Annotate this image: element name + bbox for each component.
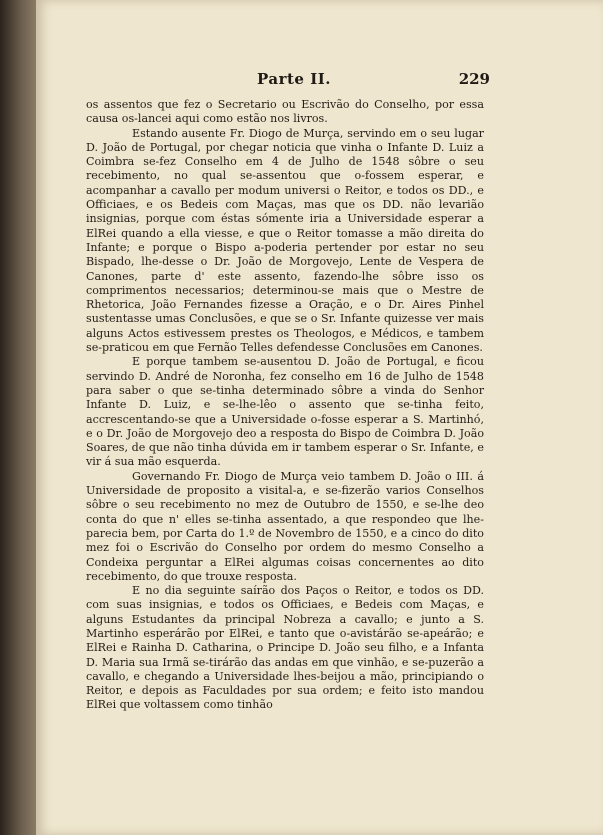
paragraph: os assentos que fez o Secretario ou Escrivão do Conselho, por essa causa os-lancei aqui como estão nos livros. bbox=[86, 98, 484, 126]
paragraph: Estando ausente Fr. Diogo de Murça, servindo em o seu lugar D. João de Portugal, por chegar noticia que vinha o Infante D. Luiz a Coimbra se-fez Conselho em 4 de Julho de 1548 sôbre o seu recebimento, no qual se-assentou que o-fossem esperar, e acompanhar a cavallo per modum universi o Reitor, e todos os DD., e Officiaes, e os Bedeis com Maças, mas que os DD. não levarião insignias, porque com éstas sómente iria a Universidade esperar a ElRei quando a ella viesse, e que o Reitor tomasse a mão direita do Infante; e porque o Bispo a-poderia pertender por estar no seu Bispado, lhe-desse o Dr. João de Morgovejo, Lente de Vespera de Canones, parte d' este assento, fazendo-lhe sôbre isso os comprimentos necessarios; determinou-se mais que o Mestre de Rhetorica, João Fernandes fizesse a Oração, e o Dr. Aires Pinhel sustentasse umas Conclusões, e que se o Sr. Infante quizesse ver mais alguns Actos estivessem prestes os Theologos, e Médicos, e tambem se-praticou em que Fernão Telles defendesse Conclusões em Canones. bbox=[86, 126, 484, 355]
section-title: Parte II. bbox=[257, 70, 331, 88]
paragraph: E no dia seguinte saírão dos Paços o Reitor, e todos os DD. com suas insignias, e todos os Officiaes, e Bedeis com Maças, e alguns Estudantes da principal Nobreza a cavallo; e junto a S. Martinho esperárão por ElRei, e tanto que o-avistárão se-apeárão; e ElRei e Rainha D. Catharina, o Principe D. João seu filho, e a Infanta D. Maria sua Irmã se-tirárão das andas em que vinhão, e se-puzerão a cavallo, e chegando a Universidade lhes-beijou a mão, principiando o Reitor, e depois as Faculdades por sua ordem; e feito isto mandou ElRei que voltassem como tinhão bbox=[86, 584, 484, 712]
running-header bbox=[222, 70, 490, 90]
body-text bbox=[86, 98, 484, 713]
paragraph: Governando Fr. Diogo de Murça veio tambem D. João o III. á Universidade de proposito a visital-a, e se-fizerão varios Conselhos sôbre o seu recebimento no mez de Outubro de 1550, e se-lhe deo conta do que n' elles se-tinha assentado, a que respondeo que lhe-parecia bem, por Carta do 1.º de Novembro de 1550, e a cinco do dito mez foi o Escrivão do Conselho por ordem do mesmo Conselho a Condeixa perguntar a ElRei algumas coisas concernentes ao dito recebimento, do que trouxe resposta. bbox=[86, 469, 484, 583]
book-gutter bbox=[0, 0, 36, 835]
paragraph: E porque tambem se-ausentou D. João de Portugal, e ficou servindo D. André de Noronha, fez conselho em 16 de Julho de 1548 para saber o que se-tinha determinado sôbre a vinda do Senhor Infante D. Luiz, e se-lhe-lêo o assento que se-tinha feito, accrescentando-se que a Universidade o-fosse esperar a S. Martinhó, e o Dr. João de Morgovejo deo a resposta do Bispo de Coimbra D. João Soares, de que não tinha dúvida em ir tambem esperar o Sr. Infante, e vir á sua mão esquerda. bbox=[86, 355, 484, 469]
page-number: 229 bbox=[458, 70, 490, 88]
